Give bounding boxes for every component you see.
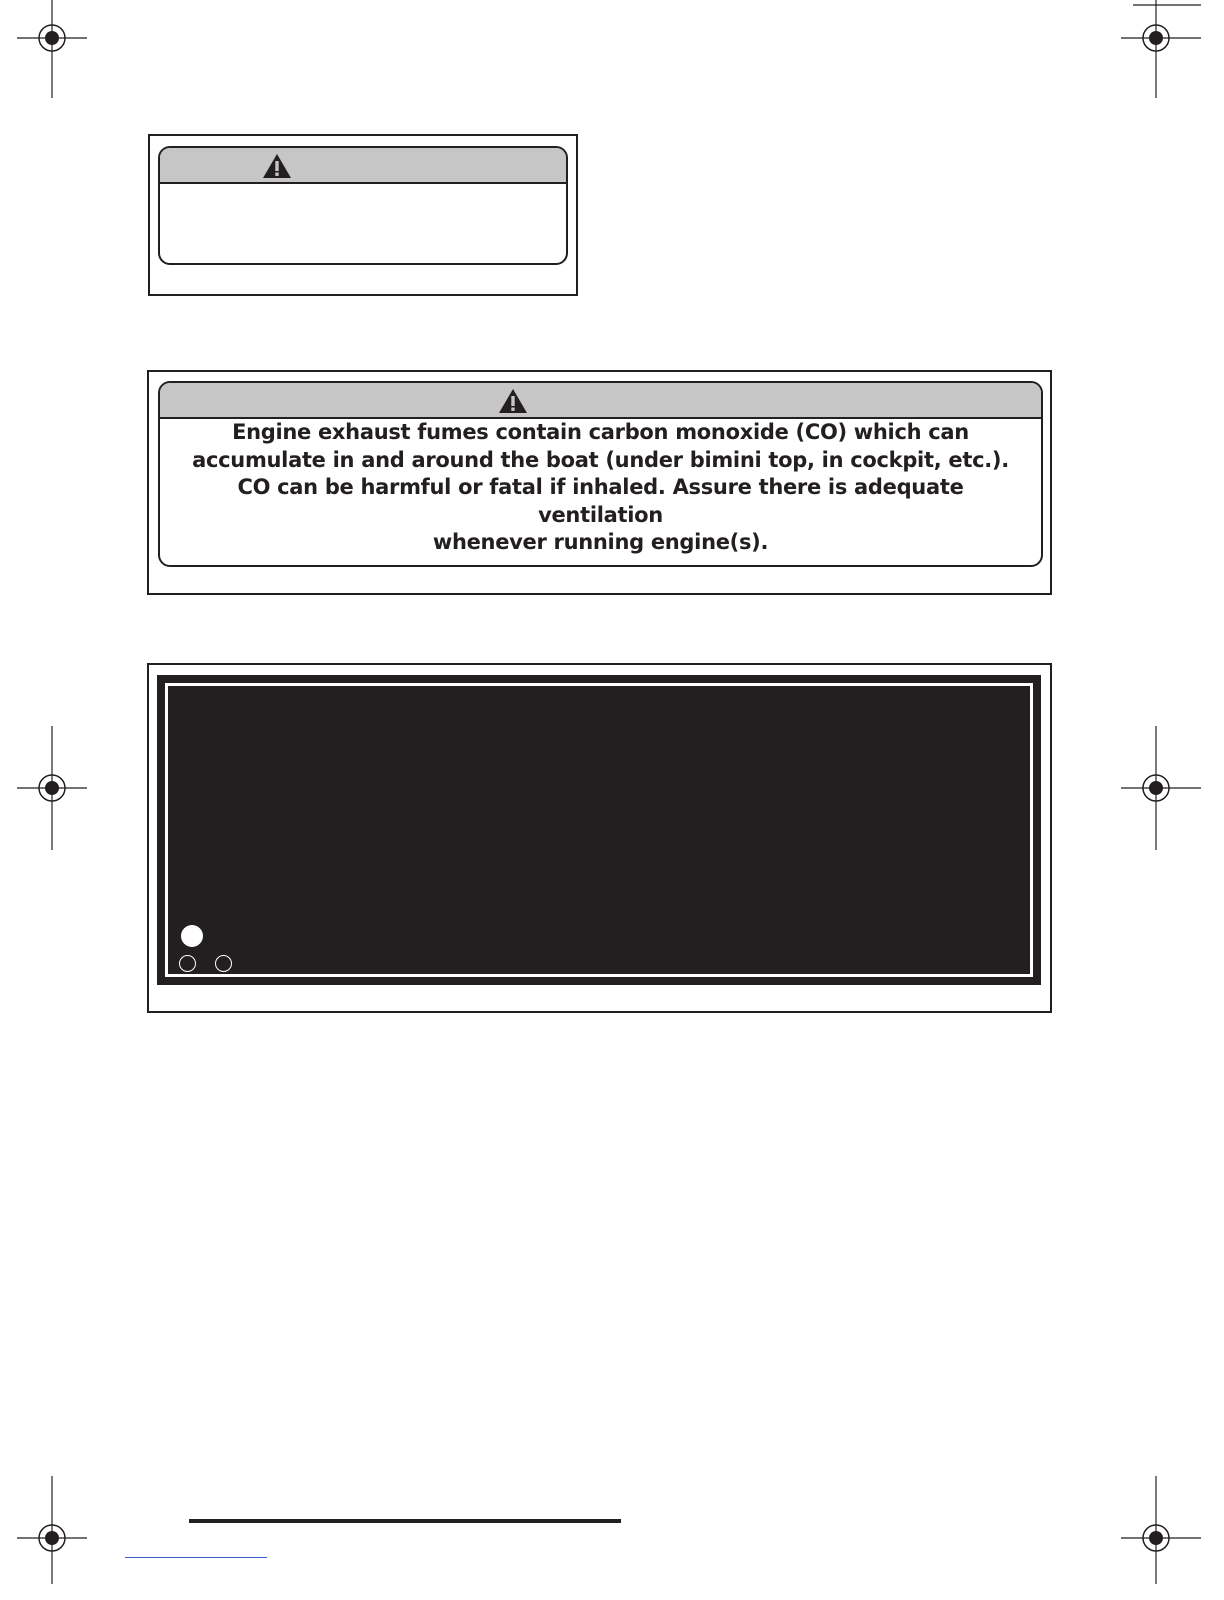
- footer-rule: [189, 1519, 621, 1523]
- dark-label-inner-border: [165, 683, 1033, 977]
- registration-mark-bottom-right-icon: [1121, 1476, 1191, 1600]
- registration-mark-bottom-left-icon: [17, 1476, 87, 1600]
- warning-label-small-panel: [158, 146, 568, 265]
- warning-triangle-icon: [262, 153, 292, 179]
- warning-label-co-body: [160, 419, 1041, 565]
- dark-label-panel: [157, 675, 1041, 985]
- open-circle-icon: [215, 955, 232, 972]
- registration-mark-mid-left-icon: [17, 726, 87, 850]
- open-circle-icon: [179, 955, 196, 972]
- warning-label-small: [148, 134, 578, 296]
- filled-circle-icon: [181, 925, 203, 947]
- warning-label-small-body: [160, 184, 566, 263]
- footer-link-underline: [125, 1557, 267, 1558]
- registration-mark-top-right-icon: [1121, 0, 1191, 124]
- warning-label-co-header: [160, 383, 1041, 419]
- warning-triangle-icon: [498, 388, 528, 414]
- warning-label-co-text: Engine exhaust fumes contain carbon monoxide (CO) which can accumulate in and around the boat (under bimini top, in cockpit, etc.). CO can be harmful or fatal if inhaled. Assure there is adequate ventilation whenever running engine(s).: [192, 420, 1009, 555]
- warning-label-co-panel: [158, 381, 1043, 567]
- registration-mark-top-left-icon: [17, 0, 87, 124]
- registration-mark-mid-right-icon: [1121, 726, 1191, 850]
- warning-label-small-header: [160, 148, 566, 184]
- warning-label-co: [147, 370, 1052, 595]
